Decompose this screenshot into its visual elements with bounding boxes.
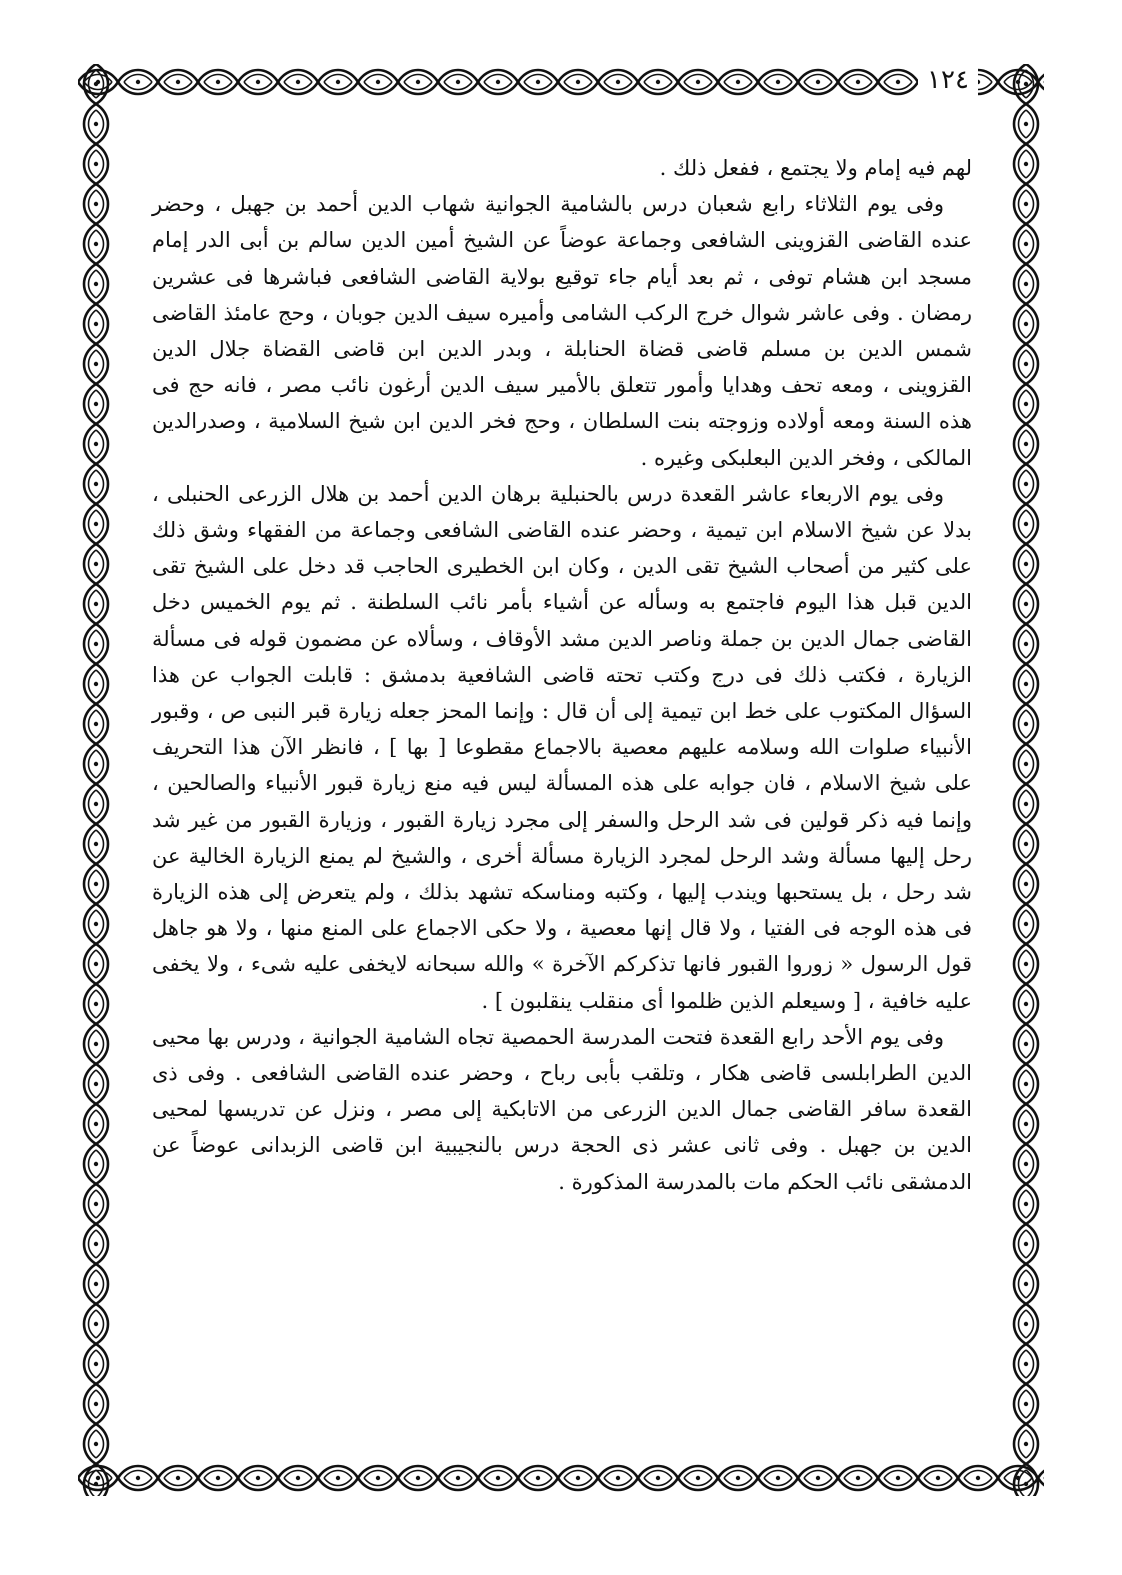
body-text xyxy=(152,150,972,1450)
ornamental-border-left xyxy=(78,64,114,1496)
ornamental-border-bottom xyxy=(78,1460,1044,1496)
paragraph-4: وفى يوم الأحد رابع القعدة فتحت المدرسة الحمصية تجاه الشامية الجوانية ، ودرس بها محيى الدين الطرابلسى قاضى هكار ، وتلقب بأبى رباح ، وحضر عنده القاضى الشافعى . وفى ذى القعدة سافر القاضى جمال الدين الزرعى من الاتابكية إلى مصر ، ونزل عن تدريسها لمحيى الدين بن جهبل . وفى ثانى عشر ذى الحجة درس بالنجيبية ابن قاضى الزبدانى عوضاً عن الدمشقى نائب الحكم مات بالمدرسة المذكورة . xyxy=(152,1024,972,1194)
ornamental-border-top xyxy=(78,64,1044,100)
paragraph-1: لهم فيه إمام ولا يجتمع ، ففعل ذلك . xyxy=(659,156,972,180)
paragraph-2: وفى يوم الثلاثاء رابع شعبان درس بالشامية الجوانية شهاب الدين أحمد بن جهبل ، وحضر عنده القاضى القزوينى الشافعى وجماعة عوضاً عن الشيخ أمين الدين سالم بن أبى الدر إمام مسجد ابن هشام توفى ، ثم بعد أيام جاء توقيع بولاية القاضى الشافعى فباشرها فى عشرين رمضان . وفى عاشر شوال خرج الركب الشامى وأميره سيف الدين جوبان ، وحج عامئذ القاضى شمس الدين بن مسلم قاضى قضاة الحنابلة ، وبدر الدين ابن قاضى القضاة جلال الدين القزوينى ، ومعه تحف وهدايا وأمور تتعلق بالأمير سيف الدين أرغون نائب مصر ، فانه حج فى هذه السنة ومعه أولاده وزوجته بنت السلطان ، وحج فخر الدين ابن شيخ السلامية ، وصدرالدين المالكى ، وفخر الدين البعلبكى وغيره . xyxy=(152,192,972,470)
ornamental-border-right xyxy=(1008,64,1044,1496)
page-number: ١٢٤ xyxy=(918,62,978,98)
paragraph-3: وفى يوم الاربعاء عاشر القعدة درس بالحنبلية برهان الدين أحمد بن هلال الزرعى الحنبلى ، بدلا عن شيخ الاسلام ابن تيمية ، وحضر عنده القاضى الشافعى وجماعة من الفقهاء وشق ذلك على كثير من أصحاب الشيخ تقى الدين ، وكان ابن الخطيرى الحاجب قد دخل على الشيخ تقى الدين قبل هذا اليوم فاجتمع به وسأله عن أشياء بأمر نائب السلطنة . ثم يوم الخميس دخل القاضى جمال الدين بن جملة وناصر الدين مشد الأوقاف ، وسألاه عن مضمون قوله فى مسألة الزيارة ، فكتب ذلك فى درج وكتب تحته قاضى الشافعية بدمشق : قابلت الجواب عن هذا السؤال المكتوب على خط ابن تيمية إلى أن قال : وإنما المحز جعله زيارة قبر النبى ص ، وقبور الأنبياء صلوات الله وسلامه عليهم معصية بالاجماع مقطوعا [ بها ] ، فانظر الآن هذا التحريف على شيخ الاسلام ، فان جوابه على هذه المسألة ليس فيه منع زيارة قبور الأنبياء والصالحين ، وإنما فيه ذكر قولين فى شد الرحل والسفر إلى مجرد زيارة القبور ، وزيارة القبور من غير شد رحل إليها مسألة وشد الرحل لمجرد الزيارة مسألة أخرى ، والشيخ لم يمنع الزيارة الخالية عن شد رحل ، بل يستحبها ويندب إليها ، وكتبه ومناسكه تشهد بذلك ، ولم يتعرض إلى هذه الزيارة فى هذه الوجه فى الفتيا ، ولا قال إنها معصية ، ولا حكى الاجماع على المنع منها ، ولا هو جاهل قول الرسول « زوروا القبور فانها تذكركم الآخرة » والله سبحانه لايخفى عليه شىء ، ولا يخفى عليه خافية ، [ وسيعلم الذين ظلموا أى منقلب ينقلبون ] . xyxy=(152,481,973,1013)
